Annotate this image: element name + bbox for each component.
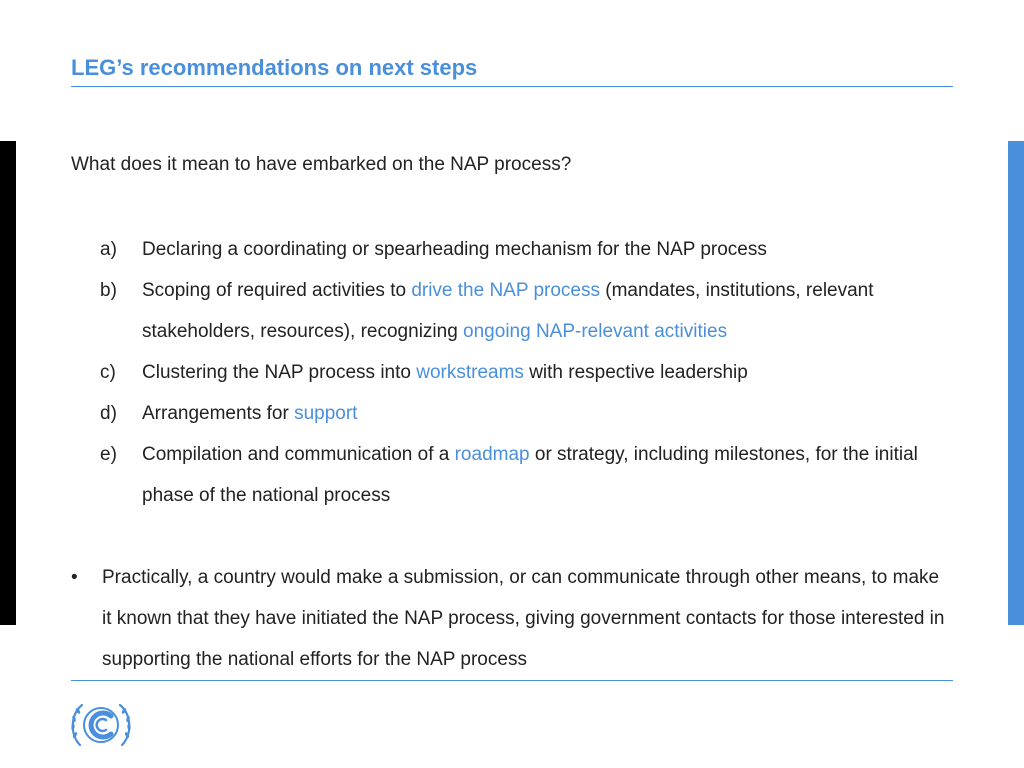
unfccc-logo-icon (66, 697, 136, 753)
footer-divider (71, 680, 953, 681)
item-text: Arrangements for (142, 403, 295, 424)
highlight-drive-nap-process: drive the NAP process (411, 280, 600, 301)
list-item (100, 352, 960, 393)
slide-title: LEG’s recommendations on next steps (71, 55, 478, 80)
item-text: Declaring a coordinating or spearheading mechanism for the NAP process (142, 239, 767, 260)
highlight-workstreams: workstreams (416, 362, 524, 383)
right-edge-bar (1008, 141, 1024, 625)
item-text: with respective leadership (523, 362, 748, 383)
list-marker: d) (100, 403, 117, 424)
list-marker: c) (100, 362, 116, 383)
list-marker: a) (100, 239, 117, 260)
list-marker: b) (100, 280, 117, 301)
list-item (100, 270, 960, 352)
list-item (100, 434, 960, 516)
left-edge-bar (0, 141, 16, 625)
bullet-paragraph (71, 557, 951, 680)
title-divider (71, 86, 953, 87)
recommendation-list (100, 229, 960, 516)
highlight-roadmap: roadmap (454, 444, 530, 465)
list-marker: e) (100, 444, 117, 465)
highlight-ongoing-activities: ongoing NAP-relevant activities (463, 321, 728, 342)
list-item (100, 393, 960, 434)
list-item (100, 229, 960, 270)
bullet-text: Practically, a country would make a submission, or can communicate through other means, to make it known that they have initiated the NAP process, giving government contacts for those interested in supporting the national efforts for the NAP process (102, 567, 945, 670)
bullet-dot: • (71, 567, 78, 588)
item-text: Scoping of required activities to (142, 280, 412, 301)
item-text: Compilation and communication of a (142, 444, 455, 465)
intro-question: What does it mean to have embarked on the NAP process? (71, 154, 572, 175)
highlight-support: support (294, 403, 358, 424)
item-text: or strategy, including milestones, for the initial phase of the national process (142, 444, 918, 506)
item-text: Clustering the NAP process into (142, 362, 417, 383)
item-text: (mandates, institutions, relevant stakeholders, resources), recognizing (142, 280, 874, 342)
